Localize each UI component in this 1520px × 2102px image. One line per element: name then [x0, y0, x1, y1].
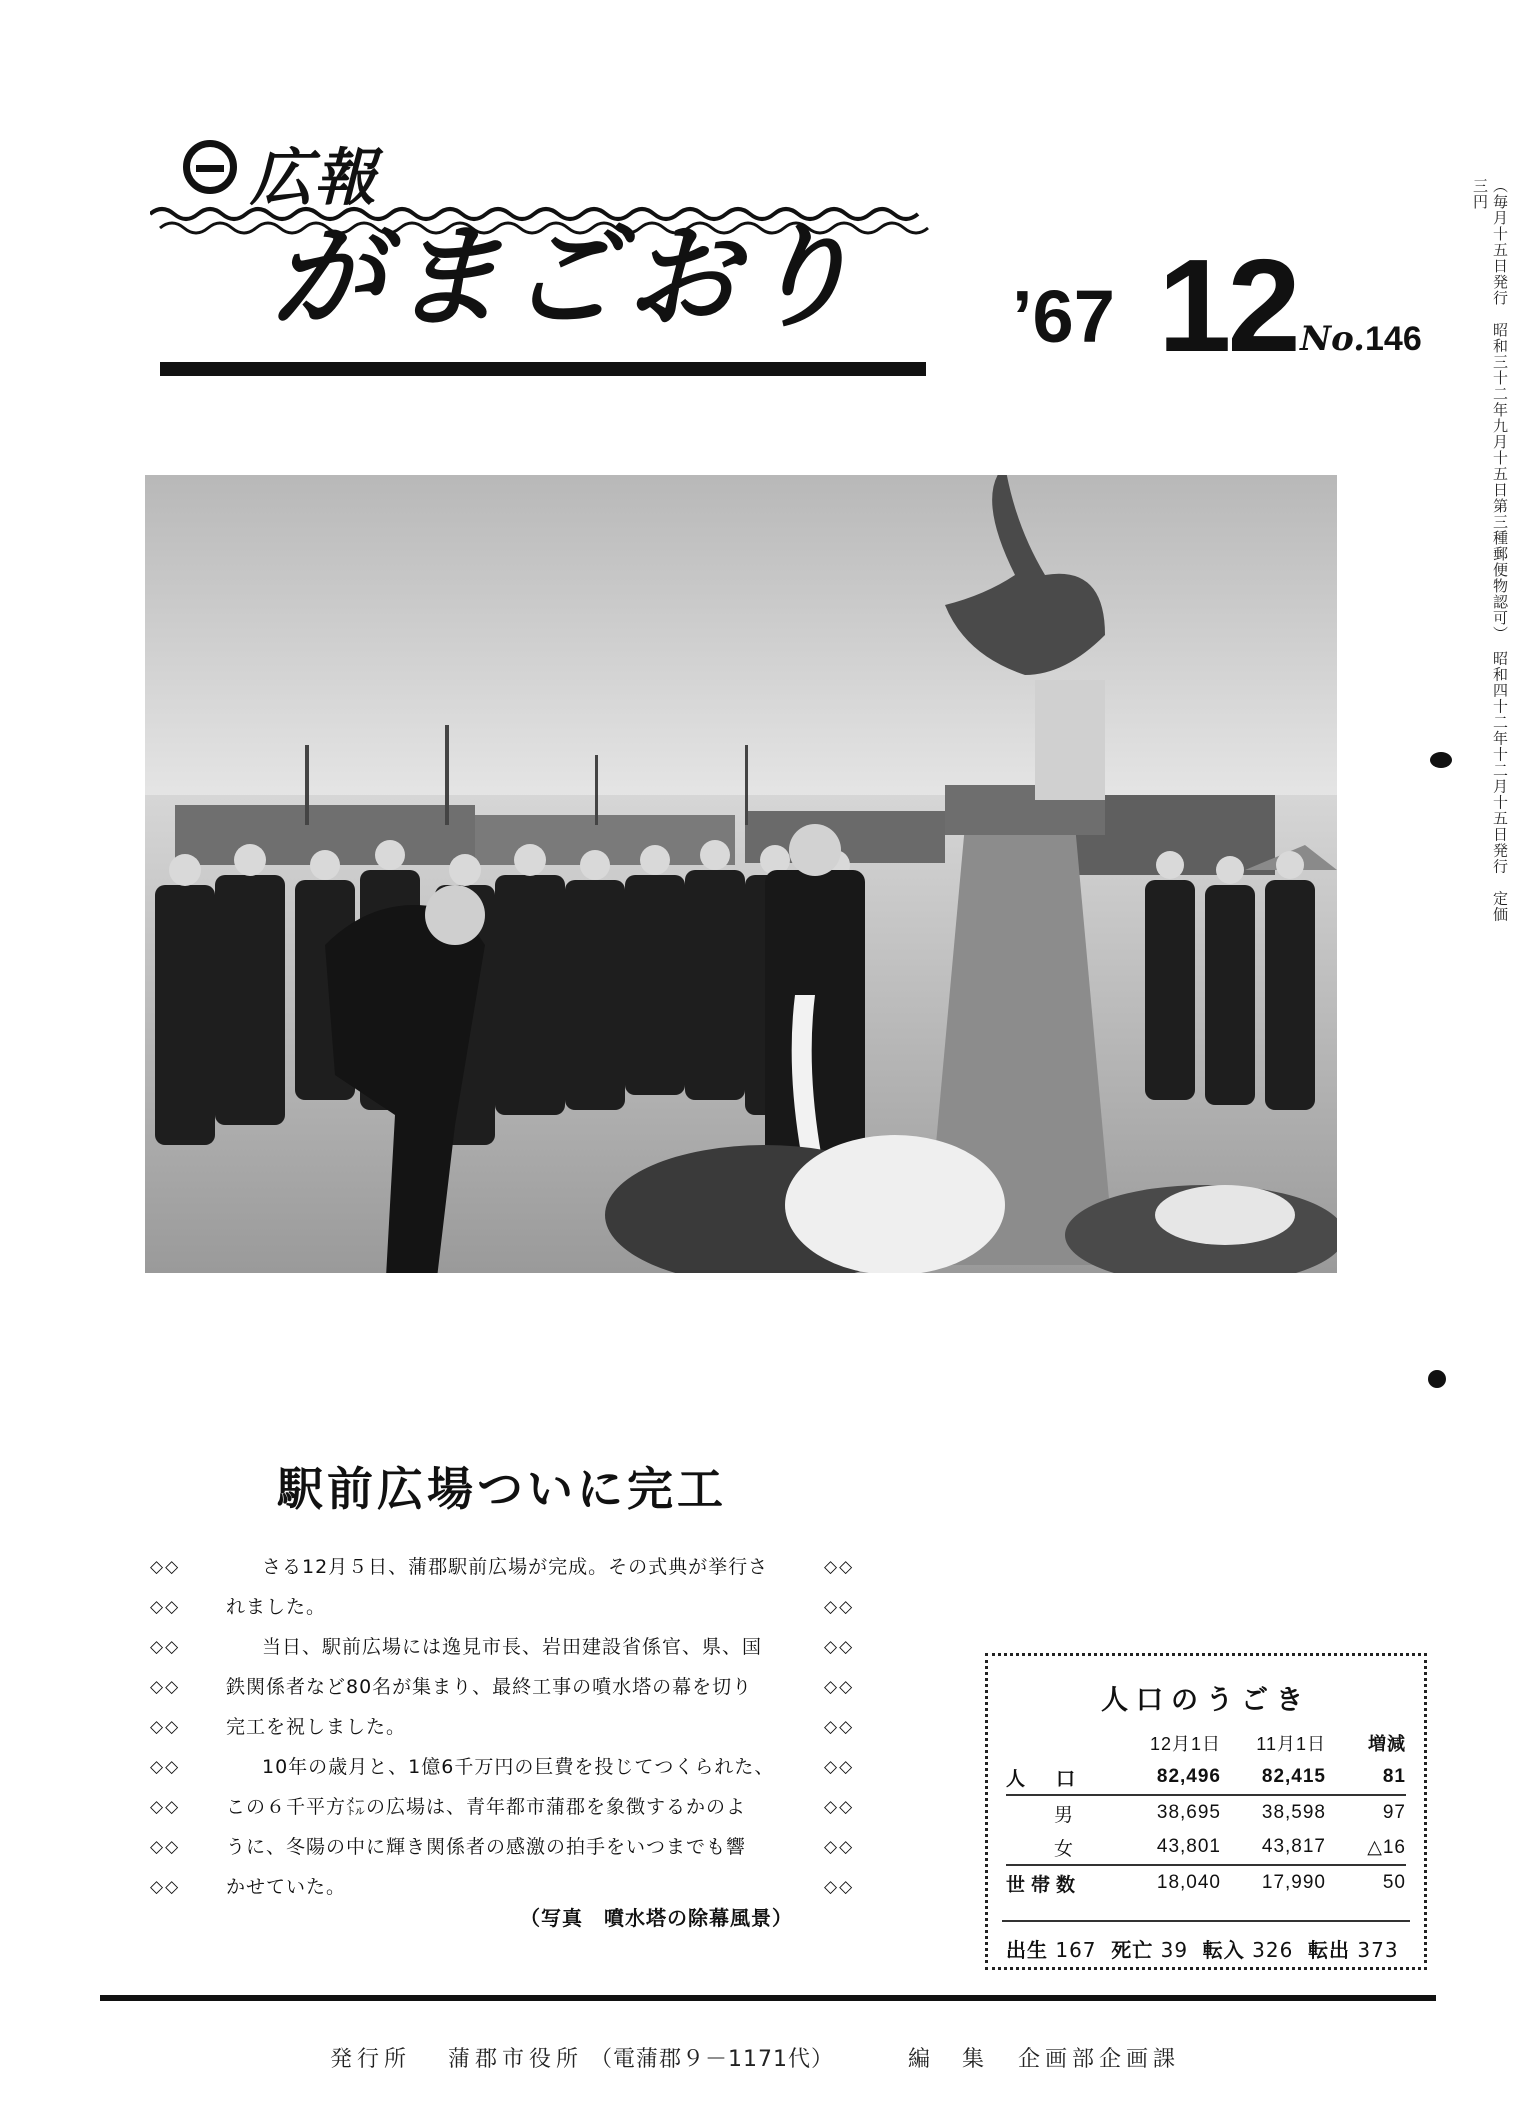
article-line [150, 1667, 900, 1707]
diamond-ornament-right: ◇◇ [824, 1757, 855, 1777]
issue-year: ’67 [1012, 275, 1115, 358]
diamond-ornament-right: ◇◇ [824, 1717, 855, 1737]
row-dec1: 82,496 [1156, 1766, 1221, 1787]
row-nov1: 82,415 [1261, 1766, 1326, 1787]
row-label: 人 口 [1006, 1767, 1082, 1790]
photo-illustration [145, 475, 1337, 1273]
moved-out-value: 373 [1357, 1938, 1399, 1962]
article-line-text: この６千平方㍍の広場は、青年都市蒲郡を象徴するかのよ [226, 1796, 747, 1818]
table-header-cell: 11月1日 [1256, 1734, 1326, 1754]
article-headline: 駅前広場ついに完工 [277, 1462, 727, 1516]
population-vital-stats [1006, 1934, 1416, 1963]
diamond-ornament-left: ◇◇ [150, 1797, 181, 1817]
row-nov1: 38,598 [1221, 1795, 1326, 1830]
article-line [150, 1787, 900, 1827]
moved-in-value: 326 [1252, 1938, 1294, 1962]
issue-number [1300, 319, 1422, 359]
diamond-ornament-right: ◇◇ [824, 1837, 855, 1857]
article-body [150, 1547, 900, 1907]
table-row [1006, 1795, 1406, 1830]
diamond-ornament-left: ◇◇ [150, 1557, 181, 1577]
article-line [150, 1747, 900, 1787]
population-divider [1002, 1920, 1410, 1922]
table-header-cell: 増減 [1368, 1734, 1406, 1754]
publisher-name: 蒲郡市役所 [448, 2047, 584, 2072]
deaths-label: 死亡 [1111, 1938, 1154, 1962]
births-label: 出生 [1006, 1938, 1048, 1962]
article-line [150, 1707, 900, 1747]
table-row [1006, 1760, 1406, 1795]
issue-number-value: 146 [1365, 320, 1422, 358]
issue-month: 12 [1158, 232, 1297, 379]
diamond-ornament-right: ◇◇ [824, 1597, 855, 1617]
diamond-ornament-left: ◇◇ [150, 1677, 181, 1697]
table-header-row [1006, 1726, 1406, 1760]
masthead-title: がまごおり [272, 213, 862, 343]
moved-out-label: 転出 [1308, 1938, 1351, 1962]
article-line-text: 当日、駅前広場には逸見市長、岩田建設省係官、県、国 [262, 1636, 763, 1658]
row-label: 世帯数 [1006, 1865, 1126, 1900]
diamond-ornament-right: ◇◇ [824, 1557, 855, 1577]
photo-fountain-unveiling [145, 475, 1337, 1273]
row-change: 97 [1326, 1795, 1406, 1830]
diamond-ornament-right: ◇◇ [824, 1677, 855, 1697]
diamond-ornament-left: ◇◇ [150, 1637, 181, 1657]
ink-blot [1428, 1370, 1446, 1388]
issue-number-prefix: No. [1300, 319, 1365, 359]
article-line [150, 1547, 900, 1587]
diamond-ornament-left: ◇◇ [150, 1837, 181, 1857]
population-table [1006, 1726, 1406, 1900]
photo-caption: （写真 噴水塔の除幕風景） [520, 1906, 793, 1930]
row-nov1: 17,990 [1221, 1865, 1326, 1900]
diamond-ornament-right: ◇◇ [824, 1637, 855, 1657]
publisher-label: 発行所 [330, 2047, 412, 2072]
article-line [150, 1587, 900, 1627]
article-line-text: 鉄関係者など80名が集まり、最終工事の噴水塔の幕を切り [226, 1676, 753, 1698]
row-dec1: 38,695 [1126, 1795, 1221, 1830]
publisher-phone: （電蒲郡９－1171代） [590, 2047, 834, 2072]
diamond-ornament-left: ◇◇ [150, 1757, 181, 1777]
article-line [150, 1867, 900, 1907]
article-line [150, 1627, 900, 1667]
table-header-cell [1006, 1726, 1126, 1760]
row-change: △16 [1367, 1836, 1406, 1858]
diamond-ornament-right: ◇◇ [824, 1797, 855, 1817]
row-label: 男 [1006, 1795, 1126, 1830]
row-change: 50 [1326, 1865, 1406, 1900]
postal-registration-note: （毎月十五日発行 昭和三十二年九月十五日第三種郵便物認可） 昭和四十二年十二月十五日発行 定価三円 [1471, 178, 1509, 923]
newsletter-logo-mark [183, 140, 237, 194]
article-line-text: れました。 [226, 1596, 327, 1618]
article-line-text: かせていた。 [226, 1876, 347, 1898]
moved-in-label: 転入 [1202, 1938, 1245, 1962]
deaths-value: 39 [1160, 1938, 1189, 1962]
table-row [1006, 1865, 1406, 1900]
row-nov1: 43,817 [1261, 1836, 1326, 1857]
masthead-rule [160, 362, 926, 376]
row-dec1: 18,040 [1126, 1865, 1221, 1900]
table-row [1006, 1830, 1406, 1865]
article-line-text: さる12月５日、蒲郡駅前広場が完成。その式典が挙行さ [262, 1556, 769, 1578]
table-header-cell: 12月1日 [1149, 1734, 1221, 1754]
footer-rule [100, 1995, 1436, 2001]
article-line [150, 1827, 900, 1867]
article-line-text: うに、冬陽の中に輝き関係者の感激の拍手をいつまでも響 [226, 1836, 747, 1858]
diamond-ornament-left: ◇◇ [150, 1597, 181, 1617]
diamond-ornament-right: ◇◇ [824, 1877, 855, 1897]
article-line-text: 完工を祝しました。 [226, 1716, 407, 1738]
ink-blot [1430, 752, 1452, 768]
row-label: 女 [1054, 1837, 1074, 1860]
diamond-ornament-left: ◇◇ [150, 1717, 181, 1737]
editor-label: 編 集 [908, 2047, 990, 2072]
editor-name: 企画部企画課 [1018, 2047, 1181, 2072]
diamond-ornament-left: ◇◇ [150, 1877, 181, 1897]
article-line-text: 10年の歳月と、1億6千万円の巨費を投じてつくられた、 [262, 1756, 775, 1778]
masthead-prefix: 広報 [250, 141, 379, 214]
population-title: 人口のうごき [1101, 1685, 1311, 1716]
population-box [985, 1653, 1427, 1970]
births-value: 167 [1055, 1938, 1097, 1962]
row-change: 81 [1382, 1766, 1406, 1787]
row-dec1: 43,801 [1156, 1836, 1221, 1857]
